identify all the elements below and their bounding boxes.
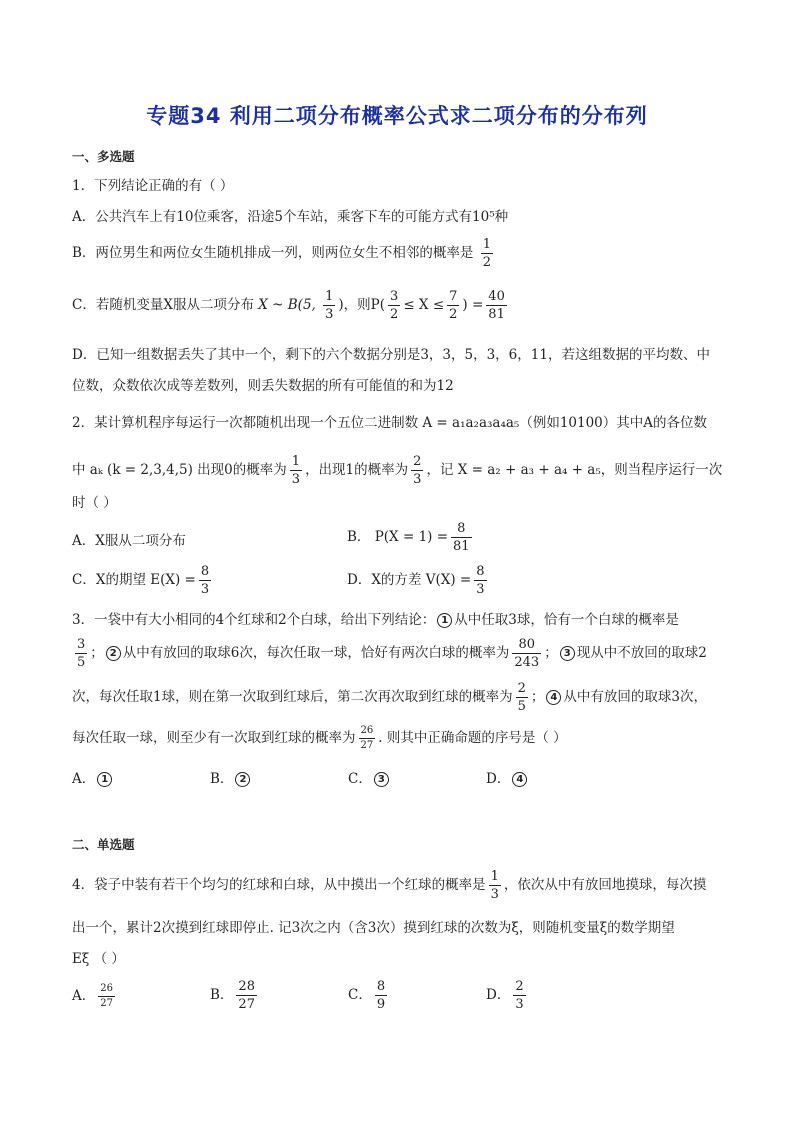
q4-option-b: B． $\frac{28}{27}$ bbox=[210, 979, 255, 1012]
q1-option-b bbox=[72, 238, 496, 269]
circled-number: 3 bbox=[560, 646, 575, 661]
q2-option-a: A．X服从二项分布 bbox=[72, 533, 186, 549]
q4-line1: 4．袋子中装有若干个均匀的红球和白球，从中摸出一个红球的概率是 $\frac{1}{3}$ ，依次从中有放回地摸球，每次摸 bbox=[72, 869, 707, 902]
q4-option-a: A． $\frac{26}{27}$ bbox=[72, 983, 113, 1009]
fraction: $\frac{8}{3}$ bbox=[200, 564, 210, 597]
q1-stem: 1．下列结论正确的有（ ） bbox=[72, 178, 234, 194]
circled-number: 4 bbox=[546, 690, 561, 705]
q2-line2: 中 aₖ (k = 2,3,4,5) 出现0的概率为 $\frac{1}{3}$ ，出现1的概率为 $\frac{2}{3}$ ，记 X = a₂ + a₃ + a₄ + a₅，则当程序运行一次 bbox=[72, 454, 723, 487]
q1-option-a: A．公共汽车上有10位乘客，沿途5个车站，乘客下车的可能方式有10⁵种 bbox=[72, 209, 509, 225]
fraction: $\frac{2}{5}$ bbox=[517, 681, 526, 714]
q2-line1: 2．某计算机程序每运行一次都随机出现一个五位二进制数 A = a₁a₂a₃a₄a₅（例如10100）其中A的各位数 bbox=[72, 415, 708, 431]
q1-option-d-line2: 位数，众数依次成等差数列，则丢失数据的所有可能值的和为12 bbox=[72, 378, 454, 394]
fraction: $\frac{1}{2}$ bbox=[482, 237, 491, 270]
fraction: $\frac{26}{27}$ bbox=[100, 983, 113, 1009]
q3-line3: 次，每次任取1球，则在第一次取到红球后，第二次再次取到红球的概率为 $\frac{2}{5}$ ； 4 从中有放回的取球3次， bbox=[72, 681, 707, 714]
q1-option-c-text: C．若随机变量X服从二项分布 bbox=[72, 297, 254, 313]
q1-option-d-line1: D．已知一组数据丢失了其中一个，剩下的六个数据分别是3，3，5，3，6，11，若这组数据的平均数、中 bbox=[72, 347, 710, 363]
fraction: $\frac{26}{27}$ bbox=[360, 725, 374, 751]
fraction: $\frac{8}{3}$ bbox=[476, 564, 485, 597]
q3-option-c: C． 3 bbox=[348, 770, 391, 788]
fraction: $\frac{1}{3}$ bbox=[325, 289, 334, 322]
q4-line3: Eξ （ ） bbox=[72, 951, 125, 967]
q2-line3: 时（ ） bbox=[72, 495, 117, 511]
section-heading-multi: 一、多选题 bbox=[72, 149, 135, 164]
fraction: $\frac{3}{2}$ bbox=[390, 289, 399, 322]
fraction: $\frac{8}{81}$ bbox=[453, 521, 470, 554]
fraction: $\frac{3}{5}$ bbox=[77, 637, 86, 670]
q2-option-d: D．X的方差 V(X) = $\frac{8}{3}$ bbox=[347, 564, 485, 597]
q3-option-d: D． 4 bbox=[486, 770, 529, 788]
q3-line2: $\frac{3}{5}$ ； 2 从中有放回的取球6次，每次任取一球，恰好有两次白球的概率为 $\frac{80}{243}$ ； 3 现从中不放回的取球2 bbox=[77, 637, 707, 670]
circled-number: 2 bbox=[106, 646, 121, 661]
fraction: $\frac{40}{81}$ bbox=[488, 289, 505, 322]
fraction: $\frac{1}{3}$ bbox=[291, 454, 301, 487]
q4-option-d: D． $\frac{2}{3}$ bbox=[486, 979, 524, 1012]
q3-option-a: A． 1 bbox=[72, 770, 114, 788]
page-title: 专题34 利用二项分布概率公式求二项分布的分布列 bbox=[146, 104, 648, 128]
q4-line2: 出一个，累计2次摸到红球即停止. 记3次之内（含3次）摸到红球的次数为ξ，则随机变量ξ的数学期望 bbox=[72, 920, 675, 936]
q3-line1: 3．一袋中有大小相同的4个红球和2个白球，给出下列结论： 1 从中任取3球，恰有一个白球的概率是 bbox=[72, 612, 679, 628]
section-heading-single: 二、单选题 bbox=[72, 837, 135, 852]
q3-option-b: B． 2 bbox=[210, 770, 252, 788]
fraction: $\frac{7}{2}$ bbox=[449, 289, 458, 322]
q2-option-b: B． P(X = 1) = $\frac{8}{81}$ bbox=[347, 521, 470, 554]
q2-option-c: C．X的期望 E(X) = $\frac{8}{3}$ bbox=[72, 564, 210, 597]
fraction: $\frac{80}{243}$ bbox=[514, 637, 540, 670]
q1-option-b-text: B．两位男生和两位女生随机排成一列，则两位女生不相邻的概率是 bbox=[72, 245, 474, 261]
circled-number: 1 bbox=[437, 613, 452, 628]
q3-line4: 每次任取一球，则至少有一次取到红球的概率为 $\frac{26}{27}$ . 则其中正确命题的序号是（ ） bbox=[72, 725, 567, 751]
fraction: $\frac{28}{27}$ bbox=[238, 979, 255, 1012]
q4-option-c: C． $\frac{8}{9}$ bbox=[348, 979, 386, 1012]
fraction: $\frac{1}{3}$ bbox=[490, 869, 499, 902]
fraction: $\frac{2}{3}$ bbox=[515, 979, 524, 1012]
fraction: $\frac{8}{9}$ bbox=[376, 979, 386, 1012]
q1-option-c: C．若随机变量X服从二项分布 X ~ B(5, $\frac{1}{3}$ )，则P( $\frac{3}{2}$ ≤ X ≤ $\frac{7}{2}$ ) = $\frac{40}{81}$ bbox=[72, 289, 505, 322]
fraction: $\frac{2}{3}$ bbox=[413, 454, 422, 487]
